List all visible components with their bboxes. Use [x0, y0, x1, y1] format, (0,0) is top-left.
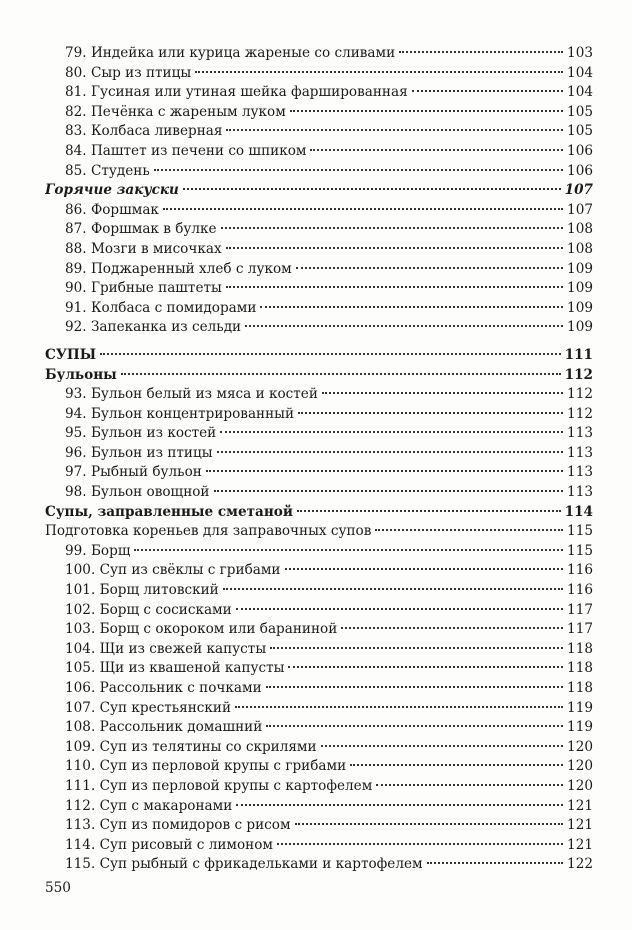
toc-entry-page: 115 [567, 542, 593, 559]
toc-entry-title: 83. Колбаса ливерная [65, 123, 223, 140]
toc-entry [45, 561, 593, 581]
toc-entry [45, 44, 593, 64]
dot-leader [221, 227, 563, 229]
toc-entry-page: 113 [567, 464, 593, 481]
toc-entry [45, 738, 593, 758]
dot-leader [285, 568, 564, 570]
dot-leader [295, 823, 563, 825]
toc-entry [45, 103, 593, 123]
toc-entry-title: 111. Суп из перловой крупы с картофелем [65, 777, 373, 794]
dot-leader [121, 373, 561, 375]
toc-section-heading [45, 503, 593, 523]
toc-entry-title: 113. Суп из помидоров с рисом [65, 817, 291, 834]
toc-entry-title: 110. Суп из перловой крупы с грибами [65, 758, 347, 775]
dot-leader [163, 208, 563, 210]
toc-entry-title: 103. Борщ с окороком или бараниной [65, 621, 338, 638]
dot-leader [427, 862, 563, 864]
toc-entry-title: 102. Борщ с сосисками [65, 601, 232, 618]
toc-entry-title: 112. Суп с макаронами [65, 797, 233, 814]
dot-leader [412, 90, 563, 92]
dot-leader [266, 686, 563, 688]
toc-entry [45, 260, 593, 280]
toc-entry-page: 105 [567, 123, 593, 140]
toc-entry-page: 117 [567, 601, 593, 618]
toc-entry [45, 816, 593, 836]
toc-entry-title: 100. Суп из свёклы с грибами [65, 562, 281, 579]
toc-entry-title: 99. Борщ [65, 542, 131, 559]
toc-entry-page: 119 [567, 719, 593, 736]
toc-entry-page: 108 [567, 221, 593, 238]
toc-entry-page: 112 [567, 386, 593, 403]
toc-entry-page: 121 [567, 817, 593, 834]
toc-entry-page: 118 [567, 660, 593, 677]
toc-entry-title: 108. Рассольник домашний [65, 719, 263, 736]
toc-entry-page: 120 [567, 758, 593, 775]
toc-entry [45, 640, 593, 660]
toc-entry [45, 797, 593, 817]
toc-section-heading [45, 522, 593, 542]
toc-entry-title: 109. Суп из телятины со скрилями [65, 738, 317, 755]
dot-leader [220, 431, 563, 433]
toc-entry [45, 220, 593, 240]
toc-entry-page: 104 [567, 64, 593, 81]
toc-entry-page: 109 [567, 260, 593, 277]
toc-entry-title: 93. Бульон белый из мяса и костей [65, 386, 318, 403]
toc-entry-page: 115 [567, 523, 593, 540]
toc-entry [45, 718, 593, 738]
toc-entry-page: 106 [567, 162, 593, 179]
toc-entry-page: 107 [564, 182, 593, 199]
dot-leader [288, 666, 563, 668]
toc-entry-title: 89. Поджаренный хлеб с луком [65, 260, 292, 277]
toc-entry-title: 98. Бульон овощной [65, 484, 210, 501]
dot-leader [236, 804, 563, 806]
toc-entry [45, 463, 593, 483]
toc-entry [45, 83, 593, 103]
toc-entry [45, 142, 593, 162]
toc-entry [45, 659, 593, 679]
toc-entry [45, 483, 593, 503]
toc-entry-title: 91. Колбаса с помидорами [65, 299, 257, 316]
toc-entry-title: 86. Форшмак [65, 201, 159, 218]
toc-entry [45, 444, 593, 464]
toc-entry-title: 82. Печёнка с жареным луком [65, 103, 286, 120]
toc-entry-title: 90. Грибные паштеты [65, 280, 222, 297]
toc-entry-page: 113 [567, 484, 593, 501]
dot-leader [223, 588, 563, 590]
table-of-contents [45, 44, 593, 875]
toc-entry-page: 116 [567, 582, 593, 599]
toc-entry-title: Супы, заправленные сметаной [45, 503, 293, 520]
dot-leader [341, 627, 563, 629]
toc-entry-title: 95. Бульон из костей [65, 425, 217, 442]
toc-entry-title: 92. Запеканка из сельди [65, 319, 242, 336]
toc-entry [45, 318, 593, 338]
dot-leader [245, 325, 563, 327]
toc-entry-title: Горячие закуски [45, 182, 179, 199]
toc-entry-page: 119 [567, 699, 593, 716]
toc-entry-title: 107. Суп крестьянский [65, 699, 232, 716]
toc-entry [45, 279, 593, 299]
toc-entry-title: 88. Мозги в мисочках [65, 240, 222, 257]
toc-entry-title: 114. Суп рисовый с лимоном [65, 836, 273, 853]
toc-section-heading [45, 366, 593, 386]
toc-entry-title: 101. Борщ литовский [65, 582, 219, 599]
toc-entry [45, 162, 593, 182]
dot-leader [195, 71, 563, 73]
dot-leader [154, 169, 563, 171]
toc-entry-page: 104 [567, 84, 593, 101]
toc-entry [45, 122, 593, 142]
toc-entry-page: 120 [567, 738, 593, 755]
dot-leader [297, 510, 561, 512]
toc-entry-page: 109 [567, 280, 593, 297]
toc-entry-page: 107 [567, 201, 593, 218]
dot-leader [298, 412, 563, 414]
dot-leader [214, 490, 564, 492]
toc-entry-page: 113 [567, 425, 593, 442]
dot-leader [226, 247, 563, 249]
toc-entry [45, 620, 593, 640]
toc-entry [45, 679, 593, 699]
toc-entry-title: 105. Щи из квашеной капусты [65, 660, 285, 677]
dot-leader [321, 745, 563, 747]
toc-entry-page: 112 [564, 366, 593, 383]
toc-entry [45, 385, 593, 405]
toc-entry-title: 79. Индейка или курица жареные со сливами [65, 45, 396, 61]
dot-leader [310, 149, 563, 151]
toc-entry [45, 699, 593, 719]
dot-leader [375, 529, 563, 531]
dot-leader [270, 647, 563, 649]
dot-leader [296, 267, 563, 269]
toc-entry-title: 87. Форшмак в булке [65, 221, 217, 238]
toc-entry-page: 106 [567, 142, 593, 159]
dot-leader [350, 764, 563, 766]
toc-entry [45, 581, 593, 601]
toc-entry-page: 116 [567, 562, 593, 579]
toc-entry-page: 109 [567, 299, 593, 316]
dot-leader [100, 353, 561, 355]
dot-leader [260, 306, 563, 308]
toc-entry-title: 115. Суп рыбный с фрикадельками и картофелем [65, 856, 423, 873]
toc-entry-page: 113 [567, 444, 593, 461]
dot-leader [236, 608, 563, 610]
toc-entry-page: 118 [567, 680, 593, 696]
toc-entry-title: 80. Сыр из птицы [65, 64, 192, 81]
toc-entry-title: Бульоны [45, 366, 117, 383]
toc-entry-title: СУПЫ [45, 346, 97, 363]
toc-entry [45, 601, 593, 621]
toc-entry-page: 117 [567, 621, 593, 638]
page-number: 550 [45, 880, 71, 896]
toc-entry-page: 118 [567, 640, 593, 657]
dot-leader [183, 188, 561, 190]
toc-entry [45, 240, 593, 260]
toc-entry-page: 121 [567, 836, 593, 853]
dot-leader [322, 392, 563, 394]
dot-leader [399, 51, 563, 53]
toc-entry-page: 108 [567, 240, 593, 257]
toc-entry [45, 64, 593, 84]
toc-entry [45, 855, 593, 875]
toc-entry [45, 836, 593, 856]
toc-entry-page: 122 [567, 856, 593, 873]
toc-entry-page: 114 [564, 503, 593, 520]
toc-entry-title: 106. Рассольник с почками [65, 680, 262, 696]
toc-entry-title: 96. Бульон из птицы [65, 444, 213, 461]
dot-leader [226, 286, 563, 288]
toc-entry [45, 201, 593, 221]
toc-entry [45, 424, 593, 444]
toc-entry-page: 121 [567, 797, 593, 814]
toc-entry-title: 94. Бульон концентрированный [65, 405, 295, 422]
toc-entry [45, 405, 593, 425]
toc-entry-page: 111 [564, 346, 593, 363]
dot-leader [217, 451, 563, 453]
toc-entry-page: 120 [567, 777, 593, 794]
toc-entry [45, 299, 593, 319]
toc-entry-page: 105 [567, 103, 593, 120]
toc-entry-title: 104. Щи из свежей капусты [65, 640, 267, 657]
toc-entry-title: 84. Паштет из печени со шпиком [65, 142, 307, 159]
toc-entry [45, 757, 593, 777]
dot-leader [206, 470, 563, 472]
dot-leader [266, 725, 563, 727]
dot-leader [277, 843, 563, 845]
toc-section-heading [45, 346, 593, 366]
toc-entry-title: 85. Студень [65, 162, 150, 179]
toc-entry [45, 542, 593, 562]
toc-entry-title: 81. Гусиная или утиная шейка фаршированная [65, 84, 408, 101]
toc-entry-title: Подготовка кореньев для заправочных супов [45, 523, 372, 540]
dot-leader [290, 110, 563, 112]
toc-entry-page: 112 [567, 405, 593, 422]
toc-entry-title: 97. Рыбный бульон [65, 464, 202, 481]
toc-entry [45, 777, 593, 797]
toc-entry-page: 109 [567, 319, 593, 336]
dot-leader [226, 129, 563, 131]
dot-leader [134, 549, 563, 551]
toc-entry-page: 103 [567, 45, 593, 61]
dot-leader [376, 784, 563, 786]
toc-section-heading [45, 181, 593, 201]
dot-leader [235, 706, 563, 708]
